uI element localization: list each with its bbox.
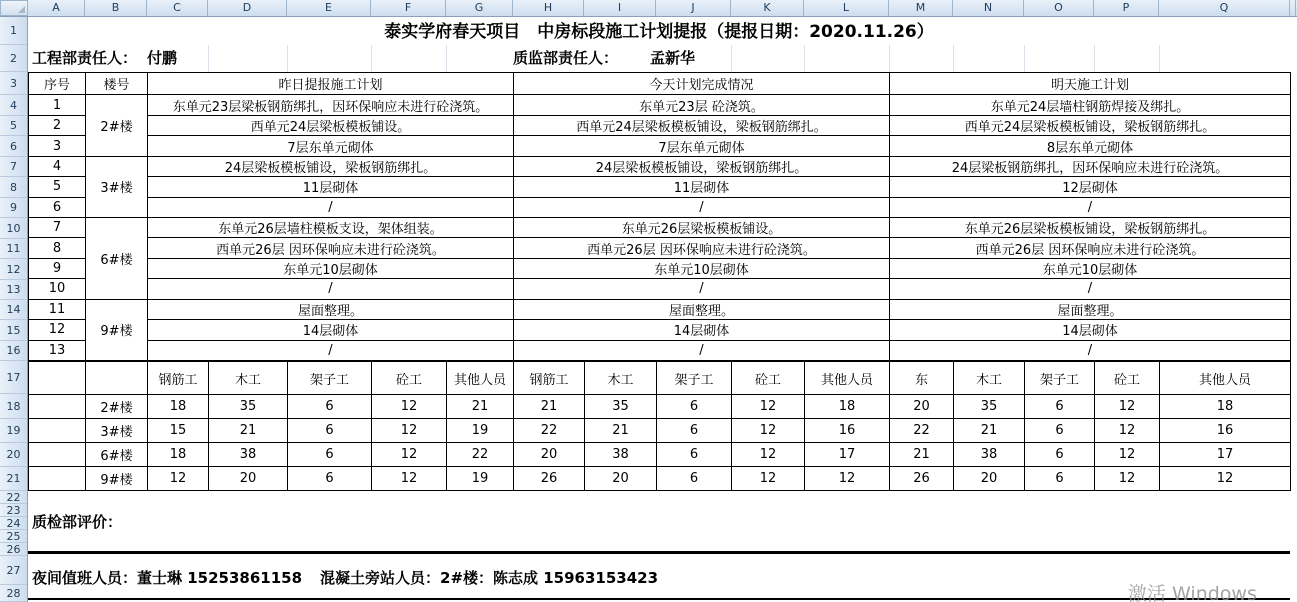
worker-count-cell[interactable]: 6	[1025, 443, 1095, 467]
row-header-6[interactable]: 6	[0, 136, 27, 157]
seq-cell[interactable]: 11	[29, 299, 86, 319]
gridline	[889, 45, 890, 72]
project-dept-name[interactable]: 付鹏	[147, 49, 178, 67]
qc-evaluation-cell[interactable]	[28, 491, 1290, 554]
tomorrow-plan-cell[interactable]: /	[890, 279, 1291, 299]
tomorrow-plan-cell[interactable]: 东单元10层砌体	[890, 258, 1291, 278]
worker-count-cell[interactable]: 12	[1095, 419, 1160, 443]
worker-header-3-5[interactable]: 其他人员	[1160, 362, 1291, 395]
worker-count-cell[interactable]: 6	[657, 467, 732, 491]
yesterday-plan-cell[interactable]: 11层砌体	[148, 177, 514, 197]
row-header-18[interactable]: 18	[0, 394, 27, 419]
worker-count-cell[interactable]: 12	[372, 395, 447, 419]
tomorrow-plan-cell[interactable]: 24层梁板钢筋绑扎，因环保响应未进行砼浇筑。	[890, 156, 1291, 176]
column-header-G[interactable]: G	[446, 0, 513, 16]
column-header-A[interactable]: A	[28, 0, 85, 16]
worker-count-cell[interactable]: 15	[148, 419, 209, 443]
worker-row-empty[interactable]	[29, 443, 86, 467]
building-cell[interactable]: 2#楼	[86, 95, 148, 156]
worker-label-empty[interactable]	[86, 362, 148, 395]
seq-cell[interactable]: 12	[29, 320, 86, 340]
column-header-P[interactable]: P	[1094, 0, 1159, 16]
tomorrow-plan-cell[interactable]: 东单元26层梁板模板铺设，梁板钢筋绑扎。	[890, 217, 1291, 237]
worker-header-3-3[interactable]: 架子工	[1025, 362, 1095, 395]
qc-evaluation-label: 质检部评价：	[32, 513, 123, 531]
yesterday-plan-cell[interactable]: 14层砌体	[148, 320, 514, 340]
row-header-7[interactable]: 7	[0, 157, 27, 177]
concrete-station-text: 混凝土旁站人员：2#楼：陈志成 15963153423	[320, 569, 659, 587]
today-status-cell[interactable]: 24层梁板模板铺设，梁板钢筋绑扎。	[514, 156, 890, 176]
worker-count-cell[interactable]: 12	[732, 419, 805, 443]
qc-dept-label[interactable]: 质监部责任人：	[513, 49, 619, 67]
row-header-4[interactable]: 4	[0, 95, 27, 116]
gridline	[287, 45, 288, 72]
tomorrow-plan-cell[interactable]: /	[890, 340, 1291, 360]
yesterday-plan-cell[interactable]: 7层东单元砌体	[148, 136, 514, 156]
worker-header-1-3[interactable]: 架子工	[288, 362, 372, 395]
row-header-11[interactable]: 11	[0, 239, 27, 259]
gridline	[446, 45, 447, 72]
yesterday-plan-cell[interactable]: 24层梁板模板铺设，梁板钢筋绑扎。	[148, 156, 514, 176]
seq-cell[interactable]: 1	[29, 95, 86, 115]
column-header-H[interactable]: H	[513, 0, 584, 16]
today-status-cell[interactable]: 14层砌体	[514, 320, 890, 340]
row-header-26[interactable]: 26	[0, 543, 27, 556]
row-header-23[interactable]: 23	[0, 504, 27, 517]
column-header-K[interactable]: K	[731, 0, 804, 16]
today-status-cell[interactable]: 屋面整理。	[514, 299, 890, 319]
worker-count-cell[interactable]: 6	[288, 419, 372, 443]
today-status-cell[interactable]: 东单元26层梁板模板铺设。	[514, 217, 890, 237]
worker-row-empty[interactable]	[29, 395, 86, 419]
column-header-B[interactable]: B	[85, 0, 147, 16]
column-header-M[interactable]: M	[889, 0, 953, 16]
worker-count-cell[interactable]: 35	[954, 395, 1025, 419]
column-header-I[interactable]: I	[584, 0, 656, 16]
worker-count-cell[interactable]: 6	[657, 443, 732, 467]
worker-building-cell[interactable]: 2#楼	[86, 395, 148, 419]
today-status-cell[interactable]: /	[514, 279, 890, 299]
worker-corner-empty[interactable]	[29, 362, 86, 395]
yesterday-plan-cell[interactable]: /	[148, 340, 514, 360]
seq-cell[interactable]: 4	[29, 156, 86, 176]
column-header-L[interactable]: L	[804, 0, 889, 16]
header-tomorrow-plan[interactable]: 明天施工计划	[890, 73, 1291, 95]
building-cell[interactable]: 3#楼	[86, 156, 148, 217]
worker-count-cell[interactable]: 18	[148, 443, 209, 467]
worker-count-cell[interactable]: 21	[514, 395, 585, 419]
gridline	[731, 45, 732, 72]
row-header-12[interactable]: 12	[0, 259, 27, 280]
worker-building-cell[interactable]: 9#楼	[86, 467, 148, 491]
worker-header-3-1[interactable]: 东	[890, 362, 954, 395]
tomorrow-plan-cell[interactable]: 西单元26层 因环保响应未进行砼浇筑。	[890, 238, 1291, 258]
worker-building-cell[interactable]: 6#楼	[86, 443, 148, 467]
report-title-cell[interactable]: 泰实学府春天项目 中房标段施工计划提报（提报日期：2020.11.26）	[384, 22, 934, 42]
worker-count-cell[interactable]: 6	[288, 395, 372, 419]
worker-count-cell[interactable]: 21	[954, 419, 1025, 443]
worker-count-cell[interactable]: 6	[1025, 467, 1095, 491]
column-header-partial	[1290, 0, 1296, 16]
worker-count-cell[interactable]: 35	[209, 395, 288, 419]
worker-count-cell[interactable]: 17	[1160, 443, 1291, 467]
column-header-O[interactable]: O	[1024, 0, 1094, 16]
yesterday-plan-cell[interactable]: 西单元26层 因环保响应未进行砼浇筑。	[148, 238, 514, 258]
row-header-10[interactable]: 10	[0, 218, 27, 239]
row-header-8[interactable]: 8	[0, 177, 27, 198]
worker-header-1-4[interactable]: 砼工	[372, 362, 447, 395]
worker-header-1-5[interactable]: 其他人员	[447, 362, 514, 395]
row-header-2[interactable]: 2	[0, 45, 27, 72]
worker-header-2-5[interactable]: 其他人员	[805, 362, 890, 395]
seq-cell[interactable]: 13	[29, 340, 86, 360]
worker-count-cell[interactable]: 38	[209, 443, 288, 467]
worker-row-empty[interactable]	[29, 467, 86, 491]
row-header-1[interactable]: 1	[0, 17, 27, 45]
worker-count-cell[interactable]: 16	[1160, 419, 1291, 443]
activate-windows-watermark: 激活 Windows	[1128, 583, 1257, 602]
sheet-area	[28, 17, 1297, 602]
today-status-cell[interactable]: /	[514, 197, 890, 217]
worker-count-cell[interactable]: 12	[1095, 395, 1160, 419]
row-header-bar	[0, 17, 28, 602]
worker-count-cell[interactable]: 38	[585, 443, 657, 467]
worker-count-cell[interactable]: 20	[209, 467, 288, 491]
row-header-14[interactable]: 14	[0, 300, 27, 320]
row-header-25[interactable]: 25	[0, 530, 27, 543]
qc-dept-name[interactable]: 孟新华	[650, 49, 696, 67]
seq-cell[interactable]: 2	[29, 115, 86, 135]
column-header-Q[interactable]: Q	[1159, 0, 1290, 16]
worker-count-cell[interactable]: 19	[447, 467, 514, 491]
worker-count-cell[interactable]: 26	[890, 467, 954, 491]
today-status-cell[interactable]: 7层东单元砌体	[514, 136, 890, 156]
today-status-cell[interactable]: 西单元26层 因环保响应未进行砼浇筑。	[514, 238, 890, 258]
gridline	[1024, 45, 1025, 72]
worker-count-cell[interactable]: 22	[890, 419, 954, 443]
row-header-15[interactable]: 15	[0, 320, 27, 341]
seq-cell[interactable]: 5	[29, 177, 86, 197]
worker-count-cell[interactable]: 12	[148, 467, 209, 491]
column-header-bar	[0, 0, 1297, 17]
yesterday-plan-cell[interactable]: 东单元23层梁板钢筋绑扎，因环保响应未进行砼浇筑。	[148, 95, 514, 115]
gridline	[953, 45, 954, 72]
seq-cell[interactable]: 3	[29, 136, 86, 156]
worker-header-2-3[interactable]: 架子工	[657, 362, 732, 395]
yesterday-plan-cell[interactable]: /	[148, 197, 514, 217]
tomorrow-plan-cell[interactable]: 西单元24层梁板模板铺设，梁板钢筋绑扎。	[890, 115, 1291, 135]
gridline	[1159, 45, 1160, 72]
worker-count-cell[interactable]: 6	[288, 443, 372, 467]
column-header-E[interactable]: E	[287, 0, 371, 16]
yesterday-plan-cell[interactable]: /	[148, 279, 514, 299]
column-header-C[interactable]: C	[147, 0, 208, 16]
tomorrow-plan-cell[interactable]: /	[890, 197, 1291, 217]
today-status-cell[interactable]: 东单元23层 砼浇筑。	[514, 95, 890, 115]
worker-header-3-2[interactable]: 木工	[954, 362, 1025, 395]
worker-count-cell[interactable]: 20	[890, 395, 954, 419]
worker-count-cell[interactable]: 16	[805, 419, 890, 443]
worker-count-cell[interactable]: 18	[148, 395, 209, 419]
worker-count-cell[interactable]: 21	[890, 443, 954, 467]
row-header-17[interactable]: 17	[0, 361, 27, 394]
worker-count-cell[interactable]: 12	[372, 443, 447, 467]
header-seq[interactable]: 序号	[29, 73, 86, 95]
row-header-22[interactable]: 22	[0, 491, 27, 504]
column-header-N[interactable]: N	[953, 0, 1024, 16]
worker-count-cell[interactable]: 20	[514, 443, 585, 467]
header-today-status[interactable]: 今天计划完成情况	[514, 73, 890, 95]
worker-count-cell[interactable]: 12	[1160, 467, 1291, 491]
worker-count-cell[interactable]: 21	[209, 419, 288, 443]
worker-count-cell[interactable]: 17	[805, 443, 890, 467]
worker-count-cell[interactable]: 20	[954, 467, 1025, 491]
row-header-13[interactable]: 13	[0, 280, 27, 300]
worker-header-2-4[interactable]: 砼工	[732, 362, 805, 395]
yesterday-plan-cell[interactable]: 西单元24层梁板模板铺设。	[148, 115, 514, 135]
row-header-27[interactable]: 27	[0, 556, 27, 585]
worker-header-1-1[interactable]: 钢筋工	[148, 362, 209, 395]
worker-count-cell[interactable]: 12	[372, 467, 447, 491]
header-yesterday-plan[interactable]: 昨日提报施工计划	[148, 73, 514, 95]
select-all-corner[interactable]	[0, 0, 28, 16]
seq-cell[interactable]: 9	[29, 258, 86, 278]
worker-count-cell[interactable]: 12	[732, 467, 805, 491]
row-header-5[interactable]: 5	[0, 116, 27, 136]
worker-count-cell[interactable]: 22	[447, 443, 514, 467]
yesterday-plan-cell[interactable]: 屋面整理。	[148, 299, 514, 319]
seq-cell[interactable]: 8	[29, 238, 86, 258]
worker-count-cell[interactable]: 12	[732, 443, 805, 467]
worker-count-cell[interactable]: 20	[585, 467, 657, 491]
today-status-cell[interactable]: 11层砌体	[514, 177, 890, 197]
worker-header-1-2[interactable]: 木工	[209, 362, 288, 395]
bottom-border-line	[28, 598, 1290, 600]
row-header-19[interactable]: 19	[0, 419, 27, 443]
worker-count-cell[interactable]: 26	[514, 467, 585, 491]
worker-count-cell[interactable]: 22	[514, 419, 585, 443]
worker-header-2-1[interactable]: 钢筋工	[514, 362, 585, 395]
worker-count-cell[interactable]: 12	[1095, 467, 1160, 491]
tomorrow-plan-cell[interactable]: 屋面整理。	[890, 299, 1291, 319]
worker-count-cell[interactable]: 12	[732, 395, 805, 419]
worker-count-cell[interactable]: 18	[1160, 395, 1291, 419]
row-header-3[interactable]: 3	[0, 72, 27, 95]
duty-info-cell[interactable]	[28, 563, 1290, 593]
worker-building-cell[interactable]: 3#楼	[86, 419, 148, 443]
worker-count-cell[interactable]: 19	[447, 419, 514, 443]
column-header-D[interactable]: D	[208, 0, 287, 16]
gridline	[371, 45, 372, 72]
tomorrow-plan-cell[interactable]: 东单元24层墙柱钢筋焊接及绑扎。	[890, 95, 1291, 115]
yesterday-plan-cell[interactable]: 东单元26层墙柱模板支设，架体组装。	[148, 217, 514, 237]
worker-count-cell[interactable]: 21	[585, 419, 657, 443]
header-building[interactable]: 楼号	[86, 73, 148, 95]
yesterday-plan-cell[interactable]: 东单元10层砌体	[148, 258, 514, 278]
worker-count-table	[28, 361, 1291, 491]
worker-count-cell[interactable]: 12	[1095, 443, 1160, 467]
worker-count-cell[interactable]: 12	[805, 467, 890, 491]
worker-count-cell[interactable]: 21	[447, 395, 514, 419]
worker-row-empty[interactable]	[29, 419, 86, 443]
today-status-cell[interactable]: 东单元10层砌体	[514, 258, 890, 278]
tomorrow-plan-cell[interactable]: 12层砌体	[890, 177, 1291, 197]
worker-count-cell[interactable]: 6	[657, 395, 732, 419]
seq-cell[interactable]: 7	[29, 217, 86, 237]
column-header-F[interactable]: F	[371, 0, 446, 16]
building-cell[interactable]: 6#楼	[86, 217, 148, 299]
worker-count-cell[interactable]: 6	[1025, 419, 1095, 443]
night-duty-text: 夜间值班人员：董士琳 15253861158	[32, 569, 303, 587]
row-header-24[interactable]: 24	[0, 517, 27, 530]
worker-count-cell[interactable]: 38	[954, 443, 1025, 467]
daily-plan-table	[28, 72, 1291, 361]
seq-cell[interactable]: 10	[29, 279, 86, 299]
row-header-20[interactable]: 20	[0, 443, 27, 467]
row-header-21[interactable]: 21	[0, 467, 27, 491]
project-dept-label[interactable]: 工程部责任人：	[32, 49, 138, 67]
today-status-cell[interactable]: 西单元24层梁板模板铺设，梁板钢筋绑扎。	[514, 115, 890, 135]
worker-count-cell[interactable]: 6	[1025, 395, 1095, 419]
seq-cell[interactable]: 6	[29, 197, 86, 217]
column-header-J[interactable]: J	[656, 0, 731, 16]
row-header-28[interactable]: 28	[0, 585, 27, 602]
worker-count-cell[interactable]: 12	[372, 419, 447, 443]
row-header-9[interactable]: 9	[0, 198, 27, 218]
gridline	[804, 45, 805, 72]
worker-header-2-2[interactable]: 木工	[585, 362, 657, 395]
tomorrow-plan-cell[interactable]: 14层砌体	[890, 320, 1291, 340]
gridline	[208, 45, 209, 72]
worker-header-3-4[interactable]: 砼工	[1095, 362, 1160, 395]
worker-count-cell[interactable]: 6	[657, 419, 732, 443]
building-cell[interactable]: 9#楼	[86, 299, 148, 360]
worker-count-cell[interactable]: 35	[585, 395, 657, 419]
worker-count-cell[interactable]: 6	[288, 467, 372, 491]
gridline	[1094, 45, 1095, 72]
today-status-cell[interactable]: /	[514, 340, 890, 360]
tomorrow-plan-cell[interactable]: 8层东单元砌体	[890, 136, 1291, 156]
row-header-16[interactable]: 16	[0, 341, 27, 361]
worker-count-cell[interactable]: 18	[805, 395, 890, 419]
